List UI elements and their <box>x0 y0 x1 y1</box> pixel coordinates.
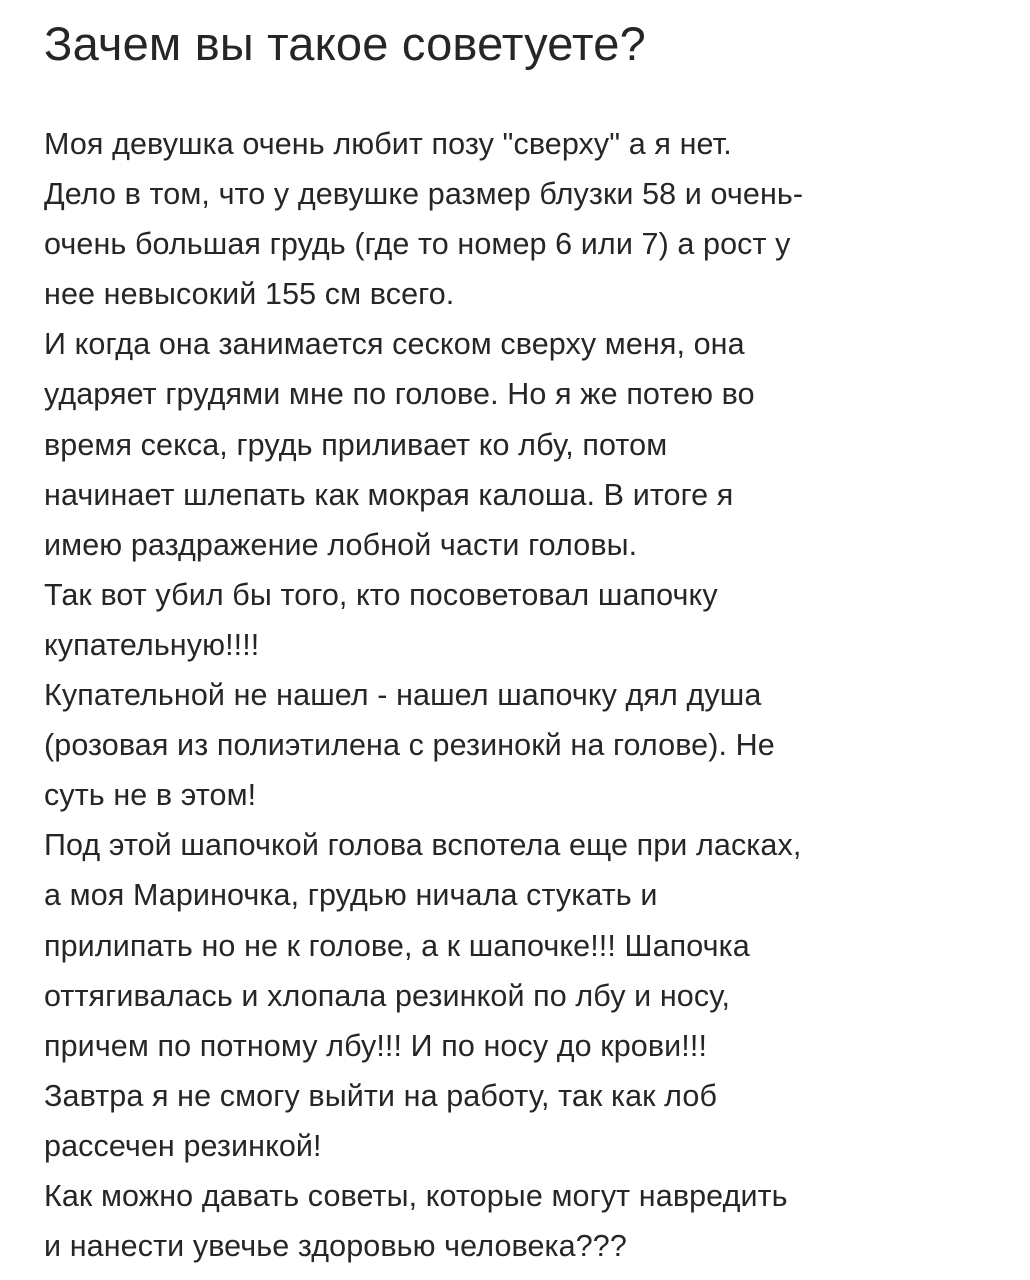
post-text-line: Под этой шапочкой голова вспотела еще при ласках, <box>44 828 802 863</box>
post-text-line: время секса, грудь приливает ко лбу, потом <box>44 427 668 462</box>
post-text-line: рассечен резинкой! <box>44 1128 322 1163</box>
post-text-line: оттягивалась и хлопала резинкой по лбу и носу, <box>44 978 731 1013</box>
post-text-line: очень большая грудь (где то номер 6 или 7) а рост у <box>44 227 791 262</box>
post-text-line: И когда она занимается сеском сверху меня, она <box>44 327 745 362</box>
post-text-line: суть не в этом! <box>44 778 257 813</box>
post-text-line: начинает шлепать как мокрая калоша. В итоге я <box>44 477 734 512</box>
post-text-line: причем по потному лбу!!! И по носу до крови!!! <box>44 1028 708 1063</box>
post-text-line: нее невысокий 155 см всего. <box>44 277 455 312</box>
post-text-line: Купательной не нашел - нашел шапочку дял душа <box>44 678 762 713</box>
post-text-line: Как можно давать советы, которые могут навредить <box>44 1178 788 1213</box>
post-title: Зачем вы такое советуете? <box>44 17 646 70</box>
post-text-line: прилипать но не к голове, а к шапочке!!! Шапочка <box>44 928 750 963</box>
post-text-line: купательную!!!! <box>44 627 260 662</box>
post-text-line: имею раздражение лобной части головы. <box>44 527 638 562</box>
post-text-line: ударяет грудями мне по голове. Но я же потею во <box>44 377 755 412</box>
post-text-line: Завтра я не смогу выйти на работу, так как лоб <box>44 1078 718 1113</box>
post-text-line: Так вот убил бы того, кто посоветовал шапочку <box>44 577 718 612</box>
post-text-line: (розовая из полиэтилена с резинокй на голове). Не <box>44 728 775 763</box>
post-text-line: Дело в том, что у девушке размер блузки 58 и очень- <box>44 177 804 212</box>
post-text-line: а моя Мариночка, грудью ничала стукать и <box>44 878 658 913</box>
post-text-line: Моя девушка очень любит позу "сверху" а я нет. <box>44 127 732 161</box>
post-text-line: и нанести увечье здоровью человека??? <box>44 1229 627 1264</box>
post-body <box>44 119 1024 1271</box>
